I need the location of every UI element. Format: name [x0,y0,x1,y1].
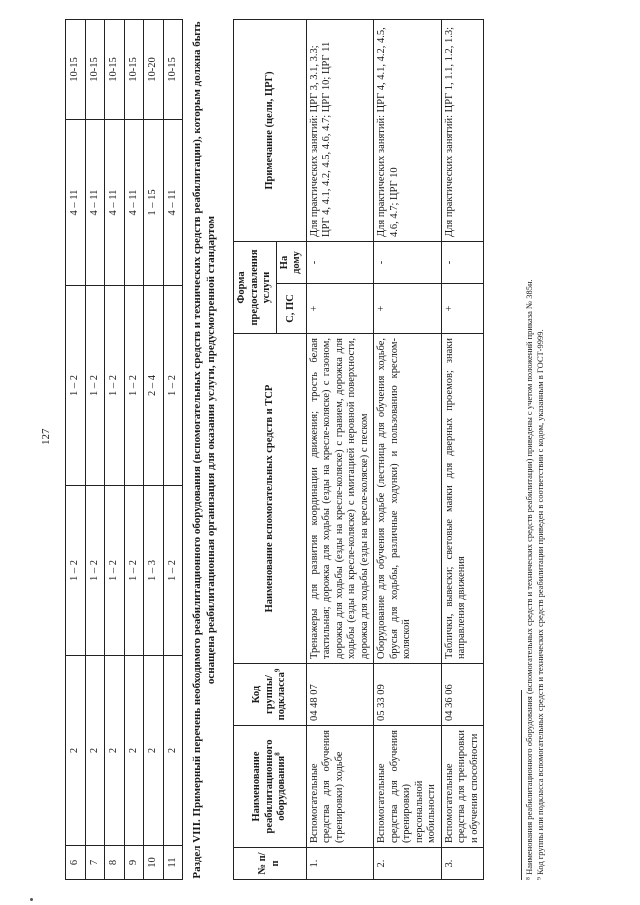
table-cell: 4 – 11 [124,120,144,286]
table-row [163,20,183,880]
header-form: Форма предоставления услуги [234,241,277,333]
table-cell: 8 [105,846,125,880]
table-cell: 4 – 11 [105,120,125,286]
cell-home: - [441,241,484,283]
table-cell: 1 – 2 [85,486,105,656]
table-row [66,20,86,880]
footnote-9: ⁹ Код группы или подкласса вспомогательных средств и технических средств реабилитации приведен в соответствии с кодом, указанным в ГОСТ-9999. [535,329,545,880]
table-row [85,20,105,880]
cell-num: 2. [374,848,442,880]
table-cell: 2 [105,656,125,846]
table-cell: 1 – 2 [124,486,144,656]
table-cell: 7 [85,846,105,880]
header-tsr: Наименование вспомогательных средств и ТСР [234,334,307,664]
table-cell: 10 [144,846,164,880]
footnotes [521,20,546,880]
header-name: Наименование реабилитационного оборудования$^8$ [234,726,307,848]
cell-tsr: Таблички, вывески; световые маяки для дверных проемов; знаки направления движения [441,334,484,664]
footnote-divider [521,690,522,880]
table-cell: 10-15 [163,20,183,120]
table-cell: 10-15 [85,20,105,120]
table-cell: 10-15 [105,20,125,120]
cell-note: Для практических занятий: ЦРГ 3, 3.1, 3.3; ЦРГ 4, 4.1, 4.2, 4.5, 4.6, 4.7; ЦРГ 10; ЦРГ 11 [306,19,374,241]
table-cell: 2 [85,656,105,846]
table-cell: 2 [163,656,183,846]
cell-sps: + [306,284,374,334]
header-code: Код группы/ подкласса$^9$ [234,664,307,726]
header-form-home: На дому [276,241,306,283]
cell-home: - [374,241,442,283]
table-cell: 1 – 3 [144,486,164,656]
table-cell: 6 [66,846,86,880]
table-cell: 4 – 11 [85,120,105,286]
cell-tsr: Тренажеры для развития координации движения; трость белая тактильная; дорожка для ходьбы (езды на кресле-коляске) с газоном, дорожка для ходьбы (езды на кресле-коляске) с гравием, дорожка для ходьбы (езды на кресле-коляске) с имитацией неровной поверхности, дорожка для ходьбы (езды на кресле-коляске) с песком [306,334,374,664]
table-row [306,19,374,879]
cell-name: Вспомогательные средства для обучения (тренировки) персональной мобильности [374,726,442,848]
table-cell: 1 – 2 [105,486,125,656]
table-cell: 10-15 [66,20,86,120]
table-cell: 1 – 2 [66,286,86,486]
table-cell: 1 – 2 [105,286,125,486]
cell-name: Вспомогательные средства для обучения (тренировки) ходьбе [306,726,374,848]
table-cell: 1 – 2 [163,486,183,656]
header-form-sps: С, ПС [276,284,306,334]
cell-home: - [306,241,374,283]
table-cell: 11 [163,846,183,880]
table-cell: 2 – 4 [144,286,164,486]
table-cell: 1 – 15 [144,120,164,286]
cell-num: 3. [441,848,484,880]
table-row [144,20,164,880]
rotated-page-content [65,20,565,880]
section-title: Раздел VIII. Примерный перечень необходимого реабилитационного оборудования (вспомогательных средств и технических средств реабилитации), которым должна быть оснащена реабилитационная организация для оказания услуги, предусмотренной стандартом [191,21,217,879]
continuation-table [65,19,183,880]
cell-note: Для практических занятий: ЦРГ 1, 1.1, 1.2, 1.3; [441,19,484,241]
table-row [374,19,442,879]
cell-code: 04 48 07 [306,664,374,726]
table-cell: 10-20 [144,20,164,120]
cell-sps: + [441,284,484,334]
cell-num: 1. [306,848,374,880]
table-row [105,20,125,880]
table-cell: 1 – 2 [66,486,86,656]
table-cell: 1 – 2 [85,286,105,486]
cell-name: Вспомогательные средства для тренировки и обучения способности [441,726,484,848]
table-cell: 1 – 2 [124,286,144,486]
table-cell: 9 [124,846,144,880]
cell-sps: + [374,284,442,334]
cell-note: Для практических занятий: ЦРГ 4, 4.1, 4.2, 4.5, 4.6, 4.7; ЦРГ 10 [374,19,442,241]
table-cell: 1 – 2 [163,286,183,486]
equipment-table [233,19,484,880]
cell-tsr: Оборудование для обучения ходьбе (лестница для обучения ходьбе, брусья для ходьбы, различные ходунки) и пользованию креслом-коляской [374,334,442,664]
table-row [441,19,484,879]
footnote-8: ⁸ Наименования реабилитационного оборудования (вспомогательных средств и технических средств реабилитации) приведены с учетом положений приказа № 385н. [524,279,534,880]
table-cell: 2 [124,656,144,846]
header-note: Примечание (цели, ЦРГ) [234,19,307,241]
table-cell: 10-15 [124,20,144,120]
table-row [124,20,144,880]
cell-code: 04 36 06 [441,664,484,726]
table-cell: 4 – 11 [66,120,86,286]
header-num: № п/п [234,848,307,880]
page-number: 127 [40,428,52,445]
table-cell: 2 [66,656,86,846]
table-cell: 4 – 11 [163,120,183,286]
cell-code: 05 33 09 [374,664,442,726]
scan-dot [30,898,33,901]
table-cell: 2 [144,656,164,846]
